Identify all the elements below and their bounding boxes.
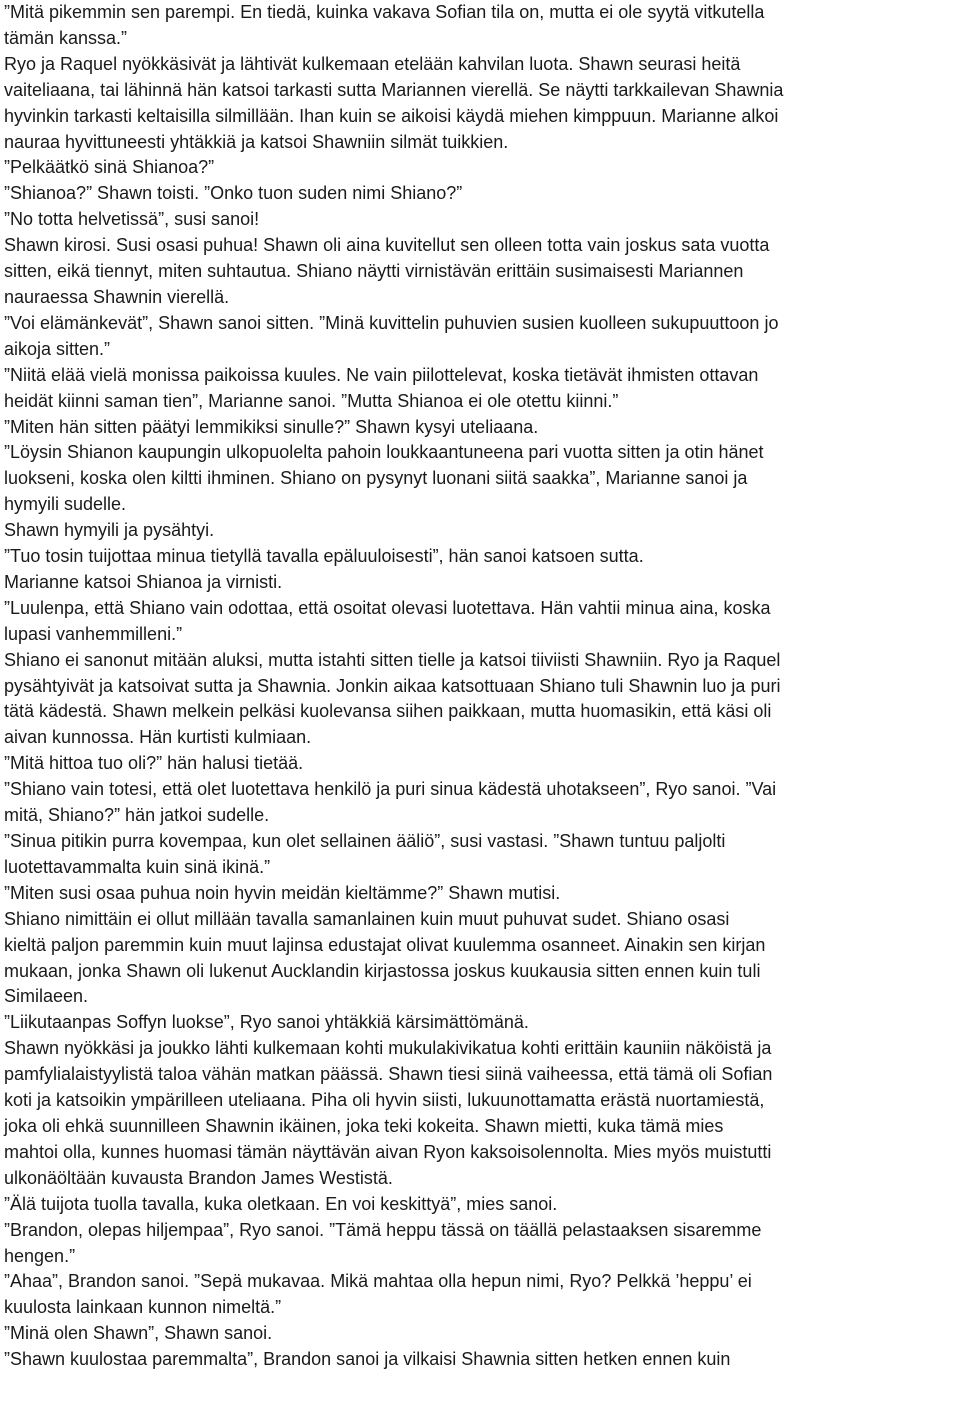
- text-line: Shawn hymyili ja pysähtyi.: [4, 520, 215, 541]
- text-line: kuulosta lainkaan kunnon nimeltä.”: [4, 1297, 282, 1318]
- text-line: aivan kunnossa. Hän kurtisti kulmiaan.: [4, 727, 312, 748]
- text-line: ”Minä olen Shawn”, Shawn sanoi.: [4, 1323, 273, 1344]
- text-line: ”Sinua pitikin purra kovempaa, kun olet sellainen ääliö”, susi vastasi. ”Shawn tuntuu paljolti: [4, 831, 726, 851]
- text-line: pysähtyivät ja katsoivat sutta ja Shawnia. Jonkin aikaa katsottuaan Shiano tuli Shawnin luo ja puri: [4, 675, 781, 696]
- text-line: Shiano ei sanonut mitään aluksi, mutta istahti sitten tielle ja katsoi tiiviisti Shawniin. Ryo ja Raquel: [4, 649, 781, 670]
- text-line: heidät kiinni saman tien”, Marianne sanoi. ”Mutta Shianoa ei ole otettu kiinni.”: [4, 390, 619, 411]
- text-line: koti ja katsoikin ympärilleen uteliaana. Piha oli hyvin siisti, lukuunottamatta erästä nuortamiestä,: [4, 1090, 765, 1111]
- text-line: ”No totta helvetissä”, susi sanoi!: [4, 209, 260, 230]
- text-line: ”Tuo tosin tuijottaa minua tietyllä tavalla epäluuloisesti”, hän sanoi katsoen sutta.: [4, 546, 644, 567]
- text-line: nauraa hyvittuneesti yhtäkkiä ja katsoi Shawniin silmät tuikkien.: [4, 131, 509, 152]
- text-line: ”Shiano vain totesi, että olet luotettava henkilö ja puri sinua kädestä uhotakseen”, Ryo sanoi. ”Vai: [4, 779, 777, 800]
- text-line: ”Mitä hittoa tuo oli?” hän halusi tietää.: [4, 753, 304, 774]
- text-line: ”Shawn kuulostaa paremmalta”, Brandon sanoi ja vilkaisi Shawnia sitten hetken ennen kuin: [4, 1349, 731, 1370]
- text-line: ”Luulenpa, että Shiano vain odottaa, että osoitat olevasi luotettava. Hän vahtii minua aina, koska: [4, 597, 771, 618]
- text-line: nauraessa Shawnin vierellä.: [4, 286, 230, 307]
- text-line: Similaeen.: [4, 986, 89, 1007]
- text-line: ”Brandon, olepas hiljempaa”, Ryo sanoi. ”Tämä heppu tässä on täällä pelastaaksen sisaremme: [4, 1219, 762, 1240]
- text-line: luotettavammalta kuin sinä ikinä.”: [4, 856, 271, 877]
- text-line: lupasi vanhemmilleni.”: [4, 623, 183, 644]
- text-line: Shawn nyökkäsi ja joukko lähti kulkemaan kohti mukulakivikatua kohti erittäin kauniin näköistä ja: [4, 1038, 772, 1059]
- text-line: aikoja sitten.”: [4, 338, 111, 359]
- text-line: ”Ahaa”, Brandon sanoi. ”Sepä mukavaa. Mikä mahtaa olla hepun nimi, Ryo? Pelkkä ’heppu’ ei: [4, 1271, 752, 1292]
- text-line: mahtoi olla, kunnes huomasi tämän näyttävän aivan Ryon kaksoisolennolta. Mies myös muistutti: [4, 1141, 772, 1162]
- text-line: mitä, Shiano?” hän jatkoi sudelle.: [4, 805, 270, 826]
- text-line: ”Voi elämänkevät”, Shawn sanoi sitten. ”Minä kuvittelin puhuvien susien kuolleen sukupuuttoon jo: [4, 312, 779, 333]
- text-line: Marianne katsoi Shianoa ja virnisti.: [4, 571, 283, 592]
- text-line: hengen.”: [4, 1245, 76, 1266]
- text-line: pamfylialaistyylistä taloa vähän matkan päässä. Shawn tiesi siinä vaiheessa, että tämä oli Sofian: [4, 1064, 773, 1085]
- text-line: tämän kanssa.”: [4, 27, 128, 48]
- text-line: sitten, eikä tiennyt, miten suhtautua. Shiano näytti virnistävän erittäin susimaisesti Mariannen: [4, 261, 744, 282]
- text-line: mukaan, jonka Shawn oli lukenut Aucklandin kirjastossa joskus kuukausia sitten ennen kuin tuli: [4, 960, 761, 981]
- text-line: ”Pelkäätkö sinä Shianoa?”: [4, 157, 215, 178]
- text-line: hyvinkin tarkasti keltaisilla silmillään. Ihan kuin se aikoisi käydä miehen kimppuun. Marianne alkoi: [4, 105, 779, 126]
- text-line: vaiteliaana, tai lähinnä hän katsoi tarkasti sutta Mariannen vierellä. Se näytti tarkkailevan Shawnia: [4, 79, 784, 100]
- text-line: ”Älä tuijota tuolla tavalla, kuka oletkaan. En voi keskittyä”, mies sanoi.: [4, 1193, 558, 1214]
- document-page: [4, 0, 954, 1373]
- text-line: Ryo ja Raquel nyökkäsivät ja lähtivät kulkemaan etelään kahvilan luota. Shawn seurasi heitä: [4, 53, 741, 74]
- text-line: ulkonäöltään kuvausta Brandon James Westistä.: [4, 1167, 393, 1188]
- text-line: hymyili sudelle.: [4, 494, 127, 515]
- text-line: ”Miten susi osaa puhua noin hyvin meidän kieltämme?” Shawn mutisi.: [4, 882, 561, 903]
- text-line: joka oli ehkä suunnilleen Shawnin ikäinen, joka teki kokeita. Shawn mietti, kuka tämä mies: [4, 1115, 724, 1136]
- text-line: ”Liikutaanpas Soffyn luokse”, Ryo sanoi yhtäkkiä kärsimättömänä.: [4, 1012, 529, 1033]
- text-line: tätä kädestä. Shawn melkein pelkäsi kuolevansa siihen paikkaan, mutta huomasikin, että käsi oli: [4, 701, 772, 722]
- text-line: ”Miten hän sitten päätyi lemmikiksi sinulle?” Shawn kysyi uteliaana.: [4, 416, 539, 437]
- text-line: ”Löysin Shianon kaupungin ulkopuolelta pahoin loukkaantuneena pari vuotta sitten ja otin hänet: [4, 442, 764, 463]
- text-line: ”Mitä pikemmin sen parempi. En tiedä, kuinka vakava Sofian tila on, mutta ei ole syytä vitkutella: [4, 2, 765, 22]
- text-line: ”Niitä elää vielä monissa paikoissa kuules. Ne vain piilottelevat, koska tietävät ihmisten ottavan: [4, 364, 759, 385]
- text-line: luokseni, koska olen kiltti ihminen. Shiano on pysynyt luonani siitä saakka”, Marianne sanoi ja: [4, 468, 748, 489]
- text-line: kieltä paljon paremmin kuin muut lajinsa edustajat olivat kuulemma osanneet. Ainakin sen kirjan: [4, 934, 766, 955]
- text-line: Shiano nimittäin ei ollut millään tavalla samanlainen kuin muut puhuvat sudet. Shiano osasi: [4, 908, 730, 929]
- text-line: Shawn kirosi. Susi osasi puhua! Shawn oli aina kuvitellut sen olleen totta vain joskus sata vuotta: [4, 235, 770, 256]
- text-line: ”Shianoa?” Shawn toisti. ”Onko tuon suden nimi Shiano?”: [4, 183, 463, 204]
